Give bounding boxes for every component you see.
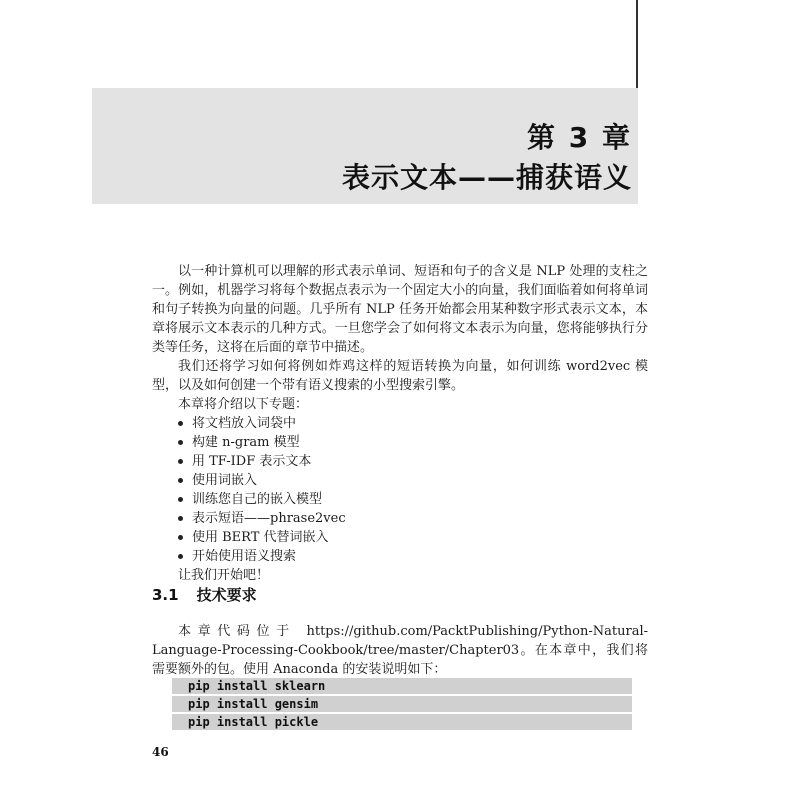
top-corner-rule — [636, 0, 638, 88]
chapter-title: 表示文本——捕获语义 — [341, 161, 632, 194]
section-heading — [152, 584, 257, 605]
code-block — [172, 678, 632, 732]
closing-sentence: 让我们开始吧！ — [178, 568, 270, 583]
chapter-number: 第 3 章 — [527, 121, 632, 154]
intro-paragraph-2: 我们还将学习如何将例如炸鸡这样的短语转换为向量，如何训练 word2vec 模型，以及如何创建一个带有语义搜索的小型搜索引擎。 — [152, 359, 648, 393]
list-item: 表示短语——phrase2vec — [178, 509, 648, 528]
section-paragraph: 本章代码位于 https://github.com/PacktPublishing/Python-Natural-Language-Processing-Cookbook/tree/master/Chapter03。在本章中，我们将需要额外的包。使用 Anaconda 的安装说明如下： — [152, 624, 648, 677]
list-item: 用 TF-IDF 表示文本 — [178, 452, 648, 471]
section-title: 技术要求 — [196, 586, 257, 604]
list-item: 使用 BERT 代替词嵌入 — [178, 528, 648, 547]
page-number: 46 — [152, 745, 169, 759]
code-line: pip install pickle — [172, 714, 632, 730]
section-number: 3.1 — [152, 586, 179, 604]
list-item: 使用词嵌入 — [178, 471, 648, 490]
list-item: 构建 n-gram 模型 — [178, 433, 648, 452]
list-item: 将文档放入词袋中 — [178, 414, 648, 433]
list-item: 训练您自己的嵌入模型 — [178, 490, 648, 509]
intro-paragraph-1: 以一种计算机可以理解的形式表示单词、短语和句子的含义是 NLP 处理的支柱之一。例如，机器学习将每个数据点表示为一个固定大小的向量，我们面临着如何将单词和句子转换为向量的问题。几乎所有 NLP 任务开始都会用某种数字形式表示文本，本章将展示文本表示的几种方式。一旦您学会了如何将文本表示为向量，您将能够执行分类等任务，这将在后面的章节中描述。 — [152, 264, 648, 355]
code-line: pip install sklearn — [172, 678, 632, 694]
topic-list-intro: 本章将介绍以下专题： — [178, 397, 309, 412]
list-item: 开始使用语义搜索 — [178, 547, 648, 566]
topic-list — [152, 414, 648, 566]
intro-section — [152, 262, 648, 585]
code-line: pip install gensim — [172, 696, 632, 712]
section-body — [152, 622, 648, 679]
